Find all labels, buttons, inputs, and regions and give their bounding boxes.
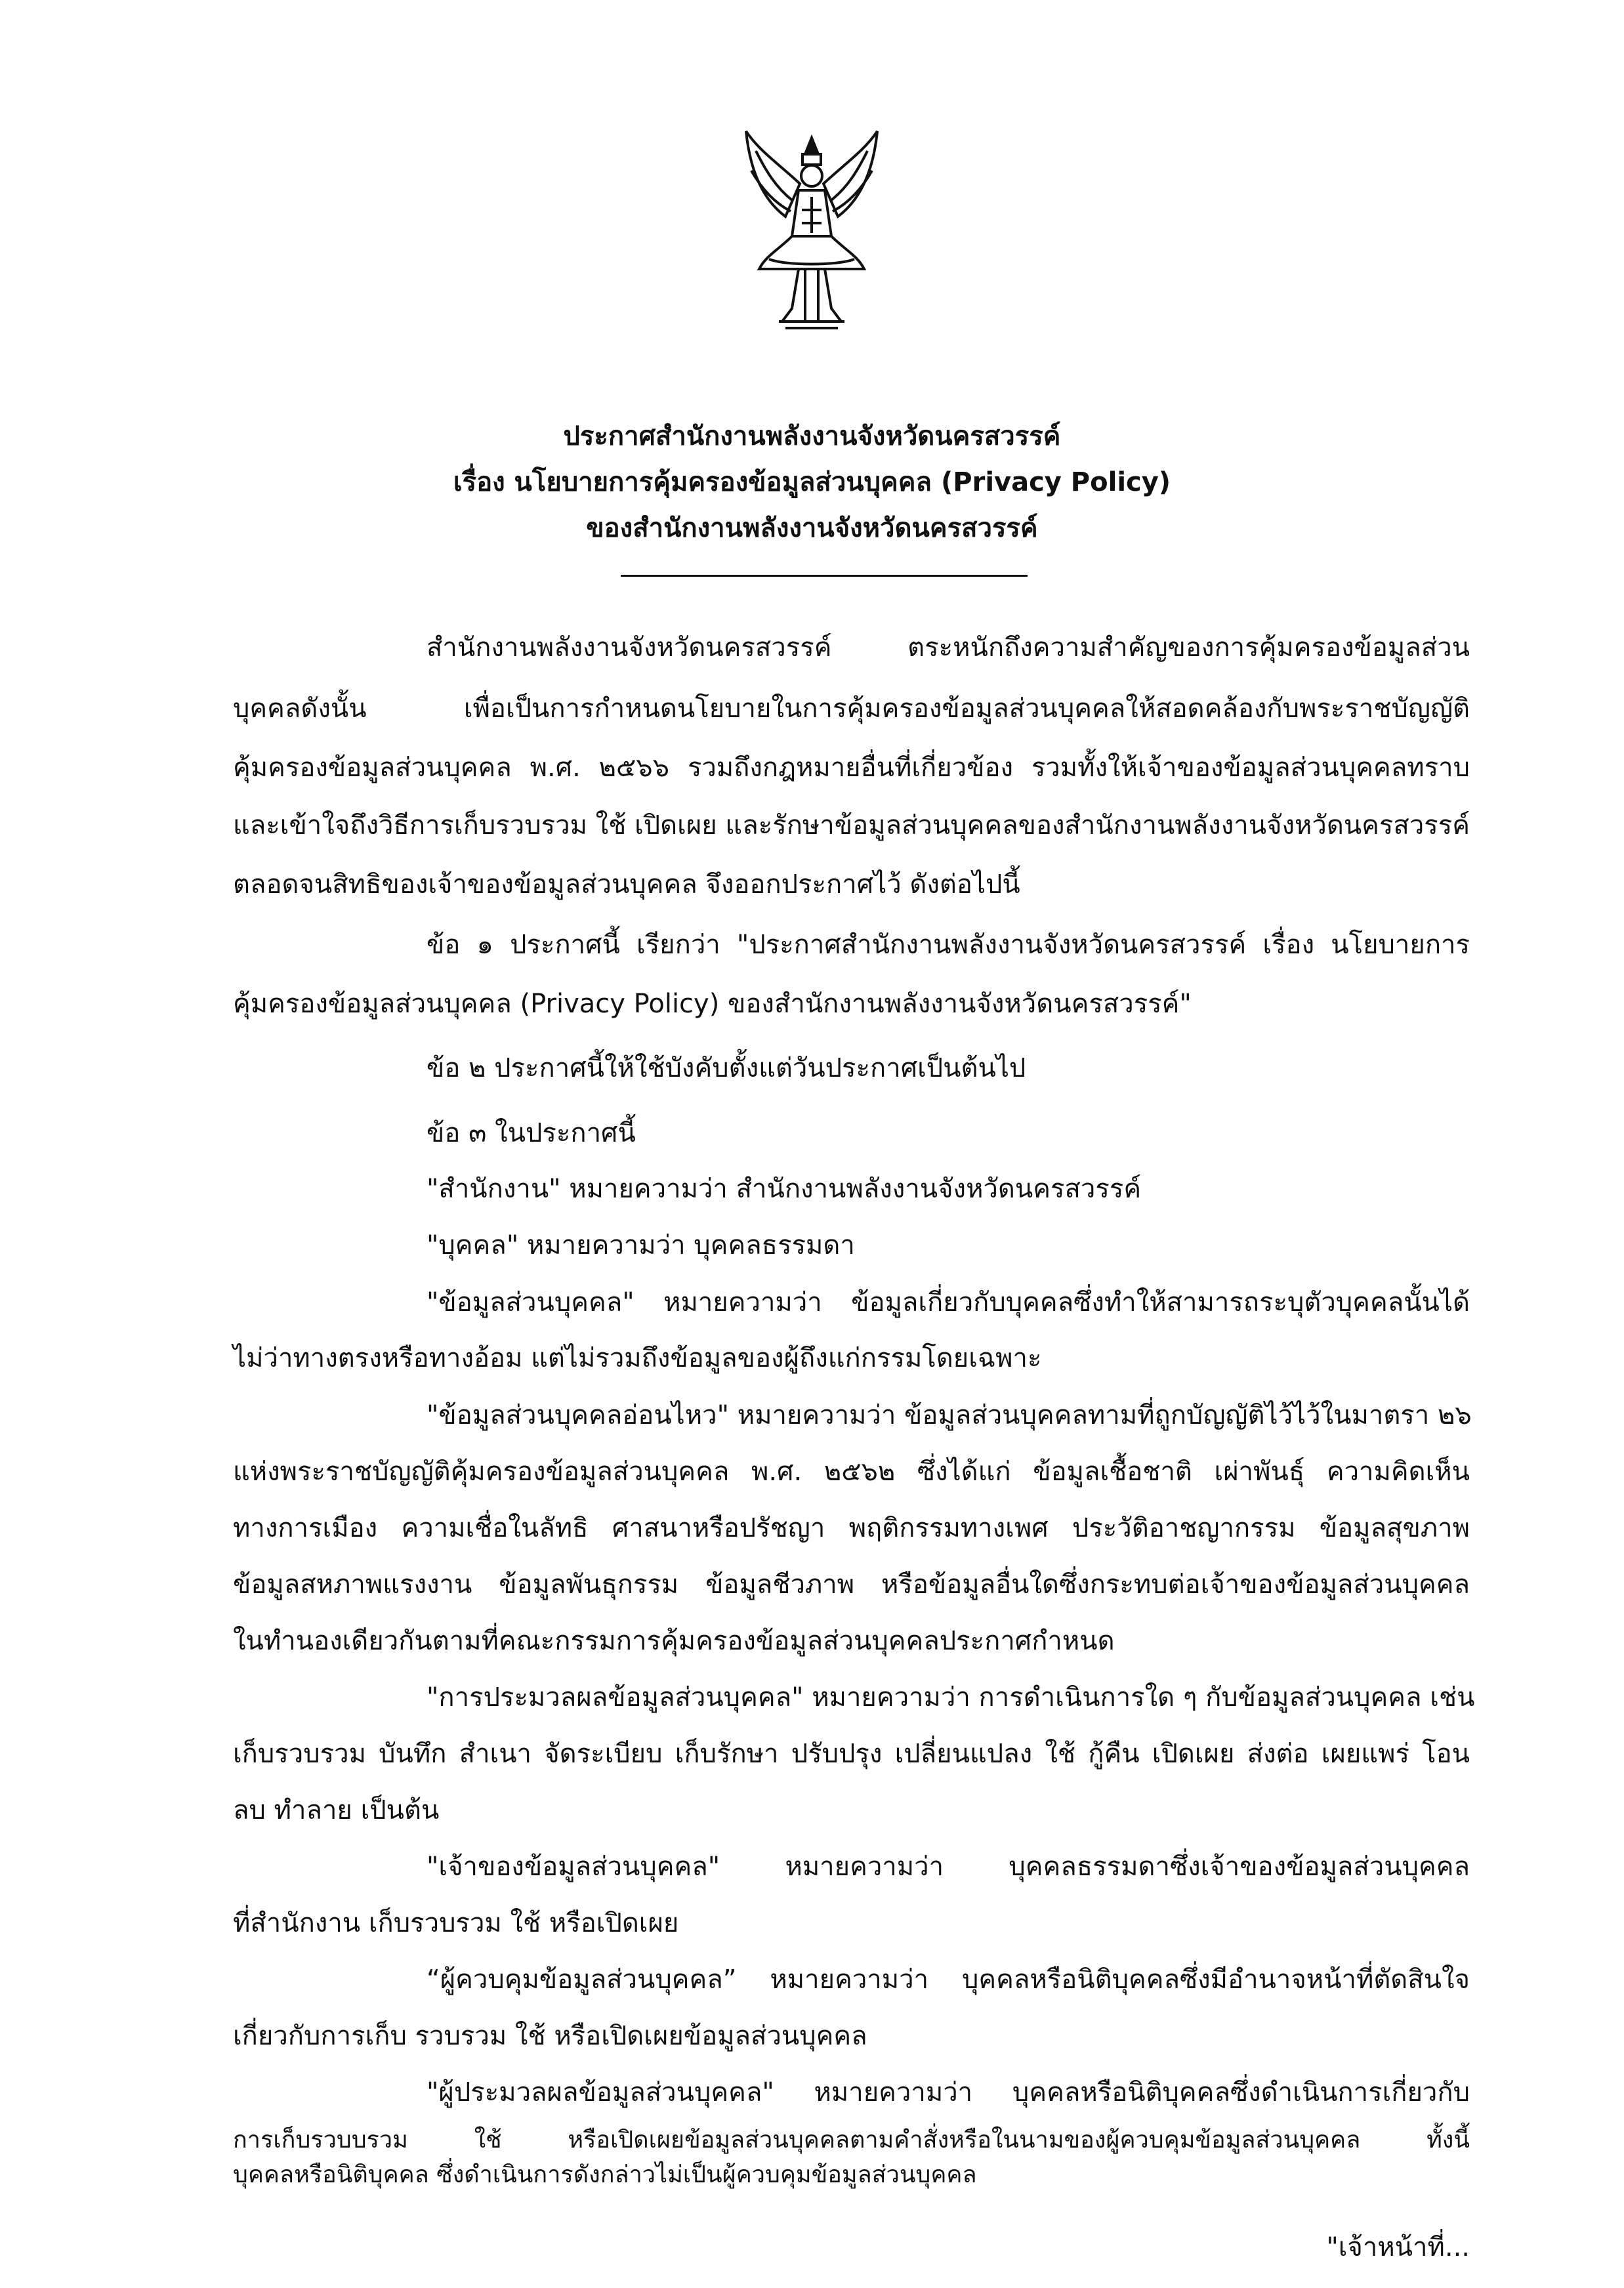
continuation-note: "เจ้าหน้าที่... [1326,2232,1470,2262]
body-line: ทางการเมือง ความเชื่อในลัทธิ ศาสนาหรือปรัชญา พฤติกรรมทางเพศ ประวัติอาชญากรรม ข้อมูลสุขภาพ [233,1513,1470,1543]
body-line: บุคคลดังนั้น เพื่อเป็นการกำหนดนโยบายในการคุ้มครองข้อมูลส่วนบุคคลให้สอดคล้องกับพระราชบัญญัติ [233,694,1470,724]
announcement-subject: เรื่อง นโยบายการคุ้มครองข้อมูลส่วนบุคคล (Privacy Policy) [453,467,1171,497]
body-line: "ข้อมูลส่วนบุคคล" หมายความว่า ข้อมูลเกี่ยวกับบุคคลซึ่งทำให้สามารถระบุตัวบุคคลนั้นได้ [427,1287,1470,1318]
body-line: เกี่ยวกับการเก็บ รวบรวม ใช้ หรือเปิดเผยข้อมูลส่วนบุคคล [233,2021,867,2051]
body-line: "ข้อมูลส่วนบุคคลอ่อนไหว" หมายความว่า ข้อมูลส่วนบุคคลทามที่ถูกบัญญัติไว้ไว้ในมาตรา ๒๖ [427,1400,1472,1430]
body-line: ที่สำนักงาน เก็บรวบรวม ใช้ หรือเปิดเผย [233,1908,679,1938]
garuda-emblem-icon [739,125,884,348]
body-line: ข้อมูลสหภาพแรงงาน ข้อมูลพันธุกรรม ข้อมูลชีวภาพ หรือข้อมูลอื่นใดซึ่งกระทบต่อเจ้าของข้อมูลส่วนบุคคล [233,1570,1470,1600]
body-line: "บุคคล" หมายความว่า บุคคลธรรมดา [427,1230,855,1260]
body-line: คุ้มครองข้อมูลส่วนบุคคล (Privacy Policy) ของสำนักงานพลังงานจังหวัดนครสวรรค์" [233,989,1192,1019]
body-line: “ผู้ควบคุมข้อมูลส่วนบุคคล” หมายความว่า บุคคลหรือนิติบุคคลซึ่งมีอำนาจหน้าที่ตัดสินใจ [427,1965,1470,1995]
body-line: ตลอดจนสิทธิของเจ้าของข้อมูลส่วนบุคคล จึงออกประกาศไว้ ดังต่อไปนี้ [233,869,1020,900]
announcement-owner: ของสำนักงานพลังงานจังหวัดนครสวรรค์ [586,513,1038,543]
body-line: "เจ้าของข้อมูลส่วนบุคคล" หมายความว่า บุคคลธรรมดาซึ่งเจ้าของข้อมูลส่วนบุคคล [427,1852,1470,1882]
body-line: สำนักงานพลังงานจังหวัดนครสวรรค์ ตระหนักถึงความสำคัญของการคุ้มครองข้อมูลส่วน [427,633,1470,663]
body-line: "ผู้ประมวลผลข้อมูลส่วนบุคคล" หมายความว่า บุคคลหรือนิติบุคคลซึ่งดำเนินการเกี่ยวกับ [427,2077,1470,2108]
body-line: ข้อ ๑ ประกาศนี้ เรียกว่า "ประกาศสำนักงานพลังงานจังหวัดนครสวรรค์ เรื่อง นโยบายการ [427,930,1470,960]
announcement-title: ประกาศสำนักงานพลังงานจังหวัดนครสวรรค์ [563,421,1061,451]
body-line: ข้อ ๒ ประกาศนี้ให้ใช้บังคับตั้งแต่วันประกาศเป็นต้นไป [427,1053,1026,1083]
body-line: "สำนักงาน" หมายความว่า สำนักงานพลังงานจังหวัดนครสวรรค์ [427,1174,1142,1204]
body-line: ไม่ว่าทางตรงหรือทางอ้อม แต่ไม่รวมถึงข้อมูลของผู้ถึงแก่กรรมโดยเฉพาะ [233,1343,1042,1373]
title-divider [621,575,1028,577]
body-line: แห่งพระราชบัญญัติคุ้มครองข้อมูลส่วนบุคคล พ.ศ. ๒๕๖๒ ซึ่งได้แก่ ข้อมูลเชื้อชาติ เผ่าพันธุ์ ความคิดเห็น [233,1457,1470,1487]
body-line: คุ้มครองข้อมูลส่วนบุคคล พ.ศ. ๒๕๖๖ รวมถึงกฎหมายอื่นที่เกี่ยวข้อง รวมทั้งให้เจ้าของข้อมูลส่วนบุคคลทราบ [233,753,1470,783]
body-line: เก็บรวบรวม บันทึก สำเนา จัดระเบียบ เก็บรักษา ปรับปรุง เปลี่ยนแปลง ใช้ กู้คืน เปิดเผย ส่งต่อ เผยแพร่ โอน [233,1739,1470,1769]
body-line: บุคคลหรือนิติบุคคล ซึ่งดำเนินการดังกล่าวไม่เป็นผู้ควบคุมข้อมูลส่วนบุคคล [233,2161,977,2188]
body-line: การเก็บรวบบรวม ใช้ หรือเปิดเผยข้อมูลส่วนบุคคลตามคำสั่งหรือในนามของผู้ควบคุมข้อมูลส่วนบุคคล ทั้งนี้ [233,2127,1470,2153]
body-line: ลบ ทำลาย เป็นต้น [233,1795,440,1825]
body-line: "การประมวลผลข้อมูลส่วนบุคคล" หมายความว่า การดำเนินการใด ๆ กับข้อมูลส่วนบุคคล เช่น [427,1682,1475,1713]
body-line: ข้อ ๓ ในประกาศนี้ [427,1118,636,1148]
body-line: และเข้าใจถึงวิธีการเก็บรวบรวม ใช้ เปิดเผย และรักษาข้อมูลส่วนบุคคลของสำนักงานพลังงานจังหวัดนครสวรรค์ [233,810,1470,841]
body-line: ในทำนองเดียวกันตามที่คณะกรรมการคุ้มครองข้อมูลส่วนบุคคลประกาศกำหนด [233,1626,1115,1656]
